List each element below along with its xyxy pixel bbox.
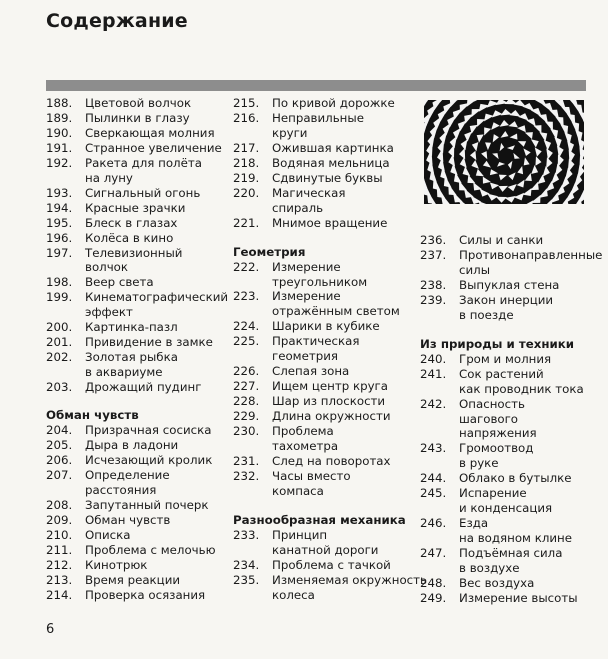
entry-number: 242.: [420, 396, 447, 411]
toc-entry: [46, 320, 232, 335]
toc-entry: [233, 201, 417, 216]
toc-entry: [420, 293, 600, 308]
entry-title: Длина окружности: [272, 409, 391, 424]
entry-number: 222.: [233, 259, 260, 274]
entry-number: 231.: [233, 453, 260, 468]
entry-title: Привидение в замке: [85, 335, 213, 350]
entry-number: 210.: [46, 527, 73, 542]
page-title: Содержание: [46, 10, 188, 32]
entry-number: [46, 483, 85, 498]
toc-entry: [46, 468, 232, 483]
entry-title: Телевизионный: [85, 245, 183, 260]
entry-number: [420, 561, 459, 576]
entry-number: 194.: [46, 200, 73, 215]
entry-title: Время реакции: [85, 572, 181, 587]
entry-title: Сок растений: [459, 366, 544, 381]
entry-number: 243.: [420, 441, 447, 456]
entry-title: Силы и санки: [459, 233, 544, 247]
entry-title: Сигнальный огонь: [85, 185, 201, 200]
toc-entry: [420, 546, 600, 561]
toc-entry: [420, 278, 600, 293]
entry-title: силы: [459, 262, 491, 277]
entry-title: Проблема с мелочью: [85, 542, 216, 557]
toc-entry: [420, 456, 600, 471]
section-heading: Геометрия: [233, 244, 306, 259]
toc-entry: [420, 397, 600, 412]
entry-number: 248.: [420, 576, 447, 591]
toc-entry: [233, 260, 417, 275]
entry-number: 203.: [46, 380, 73, 395]
entry-number: 213.: [46, 572, 73, 587]
entry-number: 233.: [233, 527, 260, 542]
entry-title: на водяном клине: [459, 531, 572, 546]
toc-entry: [420, 561, 600, 576]
entry-title: Практическая: [272, 334, 360, 349]
entry-title: Кинематографический: [85, 290, 229, 305]
entry-number: 200.: [46, 320, 73, 335]
toc-entry: [420, 412, 600, 427]
entry-title: Сдвинутые буквы: [272, 170, 383, 185]
toc-entry: [233, 543, 417, 558]
entry-title: Измерение: [272, 289, 341, 304]
entry-title: Золотая рыбка: [85, 350, 178, 365]
entry-number: 226.: [233, 364, 260, 379]
entry-number: 228.: [233, 394, 260, 409]
entry-title: Закон инерции: [459, 292, 554, 307]
entry-title: Пылинки в глазу: [85, 110, 190, 125]
toc-entry: [233, 469, 417, 484]
entry-number: 239.: [420, 292, 447, 307]
entry-number: 211.: [46, 542, 73, 557]
entry-number: [233, 588, 272, 603]
entry-number: 197.: [46, 245, 73, 260]
entry-number: [420, 501, 459, 516]
entry-number: 241.: [420, 366, 447, 381]
entry-number: 224.: [233, 319, 260, 334]
entry-number: [233, 484, 272, 499]
section-heading: Из природы и техники: [420, 336, 575, 351]
toc-entry: [420, 501, 600, 516]
toc-entry: [233, 319, 417, 334]
entry-number: [233, 349, 272, 364]
entry-number: 204.: [46, 423, 73, 438]
entry-title: Колёса в кино: [85, 230, 174, 245]
entry-title: Громоотвод: [459, 441, 534, 456]
entry-title: в аквариуме: [85, 365, 163, 380]
toc-entry: [233, 334, 417, 349]
toc-entry: [233, 572, 427, 588]
toc-entry: [233, 289, 417, 304]
entry-title: Сверкающая молния: [85, 125, 215, 140]
entry-title: Призрачная сосиска: [85, 423, 212, 438]
entry-title: как проводник тока: [459, 381, 584, 396]
entry-number: 192.: [46, 155, 73, 170]
entry-number: 217.: [233, 140, 260, 155]
entry-title: Изменяемая окружность: [272, 572, 427, 587]
toc-entry: [46, 111, 232, 126]
entry-title: Часы вместо: [272, 468, 351, 483]
entry-title: Проверка осязания: [85, 587, 206, 602]
entry-number: 206.: [46, 452, 73, 467]
entry-title: Неправильные: [272, 110, 364, 125]
entry-number: 218.: [233, 155, 260, 170]
toc-entry: [46, 528, 232, 543]
toc-entry: [233, 171, 417, 186]
entry-title: Проблема: [272, 424, 334, 439]
entry-title: Обман чувств: [85, 512, 171, 527]
entry-title: Принцип: [272, 527, 328, 542]
header-rule: [46, 80, 586, 91]
entry-title: Шар из плоскости: [272, 394, 386, 409]
toc-entry: [46, 201, 232, 216]
entry-number: 214.: [46, 587, 73, 602]
toc-entry: [233, 275, 417, 290]
entry-title: спираль: [272, 200, 324, 215]
entry-title: Исчезающий кролик: [85, 452, 213, 467]
entry-title: Испарение: [459, 486, 527, 501]
toc-entry: [233, 528, 417, 543]
entry-title: Подъёмная сила: [459, 546, 563, 561]
entry-title: в поезде: [459, 307, 514, 322]
entry-title: Цветовой волчок: [85, 96, 192, 110]
toc-entry: [46, 216, 232, 231]
toc-entry: [420, 516, 600, 531]
entry-number: [233, 543, 272, 558]
toc-entry: [233, 409, 417, 424]
entry-number: 236.: [420, 233, 447, 247]
toc-entry: [233, 349, 417, 364]
toc-entry: [46, 156, 232, 171]
toc-entry: [46, 513, 232, 528]
toc-entry: [233, 439, 417, 454]
entry-number: 207.: [46, 467, 73, 482]
entry-title: Странное увеличение: [85, 140, 222, 155]
section-heading: Разнообразная механика: [233, 512, 406, 527]
entry-number: 240.: [420, 351, 447, 366]
entry-title: Водяная мельница: [272, 155, 390, 170]
entry-title: Облако в бутылке: [459, 471, 572, 486]
entry-number: [420, 308, 459, 323]
entry-title: Мнимое вращение: [272, 215, 388, 230]
entry-number: 201.: [46, 335, 73, 350]
entry-number: [46, 305, 85, 320]
entry-number: 216.: [233, 110, 260, 125]
entry-number: 205.: [46, 438, 73, 453]
entry-number: 193.: [46, 185, 73, 200]
toc-entry: [46, 543, 232, 558]
entry-title: Определение: [85, 467, 170, 482]
entry-title: и конденсация: [459, 501, 553, 516]
entry-number: 219.: [233, 170, 260, 185]
entry-title: Веер света: [85, 275, 154, 290]
toc-entry: [233, 141, 417, 156]
toc-entry: [46, 275, 232, 290]
page-number: 6: [46, 622, 55, 637]
entry-title: Блеск в глазах: [85, 215, 178, 230]
toc-entry: [233, 379, 417, 394]
entry-number: 230.: [233, 424, 260, 439]
entry-title: Противонаправленные: [459, 247, 603, 262]
entry-title: геометрия: [272, 349, 338, 364]
toc-entry: [233, 216, 417, 231]
entry-number: [46, 365, 85, 380]
entry-title: треугольником: [272, 274, 368, 289]
toc-entry: [46, 335, 232, 350]
toc-entry: [420, 263, 600, 278]
entry-title: Выпуклая стена: [459, 277, 560, 292]
entry-number: 249.: [420, 590, 447, 605]
entry-number: 237.: [420, 247, 447, 262]
entry-title: Опасность: [459, 396, 525, 411]
entry-title: Шарики в кубике: [272, 319, 380, 334]
toc-entry: [46, 231, 232, 246]
entry-number: 220.: [233, 185, 260, 200]
toc-column-3: [420, 233, 603, 606]
toc-entry: [233, 186, 417, 201]
toc-entry: [46, 260, 232, 275]
entry-title: Картинка-пазл: [85, 320, 178, 335]
entry-title: Описка: [85, 527, 131, 542]
entry-number: 221.: [233, 215, 260, 230]
entry-title: отражённым светом: [272, 304, 400, 319]
entry-number: [420, 263, 459, 278]
toc-column-1: [46, 96, 232, 603]
entry-number: 244.: [420, 471, 447, 486]
entry-title: круги: [272, 125, 308, 140]
toc-entry: [233, 588, 417, 603]
entry-number: 227.: [233, 379, 260, 394]
entry-number: 188.: [46, 96, 73, 110]
entry-title: канатной дороги: [272, 542, 379, 557]
entry-title: Проблема с тачкой: [272, 557, 391, 572]
toc-entry: [233, 304, 417, 319]
toc-entry: [233, 156, 417, 171]
entry-number: [46, 260, 85, 275]
toc-entry: [420, 486, 600, 501]
entry-title: Красные зрачки: [85, 200, 186, 215]
toc-entry: [46, 498, 232, 513]
entry-number: [420, 426, 459, 441]
toc-entry: [420, 441, 600, 456]
entry-title: эффект: [85, 305, 133, 320]
toc-entry: [46, 438, 232, 453]
toc-entry: [46, 588, 232, 603]
entry-title: Измерение: [272, 259, 341, 274]
entry-number: [233, 201, 272, 216]
toc-entry: [46, 380, 232, 395]
entry-title: Дрожащий пудинг: [85, 380, 202, 395]
toc-entry: [420, 576, 600, 591]
entry-title: Запутанный почерк: [85, 497, 209, 512]
toc-entry: [420, 531, 600, 546]
entry-number: [420, 456, 459, 471]
entry-title: расстояния: [85, 482, 157, 497]
entry-number: [233, 304, 272, 319]
entry-title: След на поворотах: [272, 453, 391, 468]
toc-entry: [420, 382, 600, 397]
toc-entry: [46, 141, 232, 156]
entry-number: 212.: [46, 557, 73, 572]
toc-entry: [46, 126, 232, 141]
entry-number: [46, 171, 85, 186]
entry-number: [420, 382, 459, 397]
toc-entry: [46, 365, 232, 380]
toc-entry: [233, 558, 417, 573]
toc-entry: [46, 186, 232, 201]
entry-title: волчок: [85, 260, 129, 275]
toc-entry: [420, 247, 603, 263]
entry-number: 191.: [46, 140, 73, 155]
toc-entry: [46, 453, 232, 468]
entry-number: 229.: [233, 409, 260, 424]
toc-entry: [46, 423, 232, 438]
entry-number: [233, 126, 272, 141]
entry-number: 234.: [233, 557, 260, 572]
entry-title: колеса: [272, 587, 315, 602]
entry-number: 209.: [46, 512, 73, 527]
section-heading: Обман чувств: [46, 408, 139, 423]
toc-entry: [46, 483, 232, 498]
entry-title: Гром и молния: [459, 351, 552, 366]
toc-entry: [46, 573, 232, 588]
toc-entry: [233, 424, 417, 439]
entry-number: 189.: [46, 110, 73, 125]
entry-title: Магическая: [272, 185, 346, 200]
entry-title: в воздухе: [459, 561, 520, 576]
entry-number: [420, 412, 459, 427]
entry-title: компаса: [272, 483, 324, 498]
entry-number: 198.: [46, 275, 73, 290]
entry-title: Ожившая картинка: [272, 140, 394, 155]
entry-number: 247.: [420, 546, 447, 561]
entry-title: тахометра: [272, 439, 339, 454]
toc-entry: [46, 305, 232, 320]
entry-number: 195.: [46, 215, 73, 230]
toc-entry: [233, 394, 417, 409]
entry-title: напряжения: [459, 426, 537, 441]
toc-entry: [233, 364, 417, 379]
entry-number: [233, 439, 272, 454]
toc-entry: [233, 484, 417, 499]
toc-entry: [420, 591, 600, 606]
entry-title: Ракета для полёта: [85, 155, 202, 170]
entry-title: Измерение высоты: [459, 590, 578, 605]
toc-entry: [420, 308, 600, 323]
toc-entry: [420, 471, 600, 486]
toc-entry: [46, 171, 232, 186]
entry-number: [420, 531, 459, 546]
toc-entry: [46, 96, 232, 111]
entry-number: 196.: [46, 230, 73, 245]
entry-number: 202.: [46, 350, 73, 365]
entry-number: 190.: [46, 125, 73, 140]
toc-entry: [46, 558, 232, 573]
toc-entry: [420, 233, 600, 248]
toc-entry: [420, 426, 600, 441]
toc-entry: [420, 367, 600, 382]
toc-entry: [46, 246, 232, 261]
entry-title: Вес воздуха: [459, 576, 535, 591]
toc-entry: [233, 111, 417, 126]
entry-number: 245.: [420, 486, 447, 501]
entry-title: на луну: [85, 170, 133, 185]
entry-number: 215.: [233, 96, 260, 110]
entry-title: шагового: [459, 411, 519, 426]
entry-number: 225.: [233, 334, 260, 349]
entry-number: 235.: [233, 572, 260, 587]
toc-entry: [46, 290, 232, 305]
entry-title: Езда: [459, 516, 489, 531]
entry-title: Ищем центр круга: [272, 379, 388, 394]
toc-entry: [233, 454, 417, 469]
entry-number: 246.: [420, 516, 447, 531]
entry-number: 208.: [46, 497, 73, 512]
entry-title: Кинотрюк: [85, 557, 148, 572]
toc-entry: [46, 350, 232, 365]
toc-entry: [420, 352, 600, 367]
entry-number: 232.: [233, 468, 260, 483]
spiral-illusion-image: [424, 100, 584, 204]
entry-title: Дыра в ладони: [85, 438, 179, 453]
entry-number: [233, 275, 272, 290]
toc-entry: [233, 126, 417, 141]
toc-entry: [233, 96, 417, 111]
entry-title: в руке: [459, 456, 499, 471]
entry-number: 238.: [420, 277, 447, 292]
toc-column-2: [233, 96, 427, 603]
entry-number: 223.: [233, 289, 260, 304]
entry-title: Слепая зона: [272, 364, 350, 379]
entry-number: 199.: [46, 290, 73, 305]
entry-title: По кривой дорожке: [272, 96, 395, 110]
